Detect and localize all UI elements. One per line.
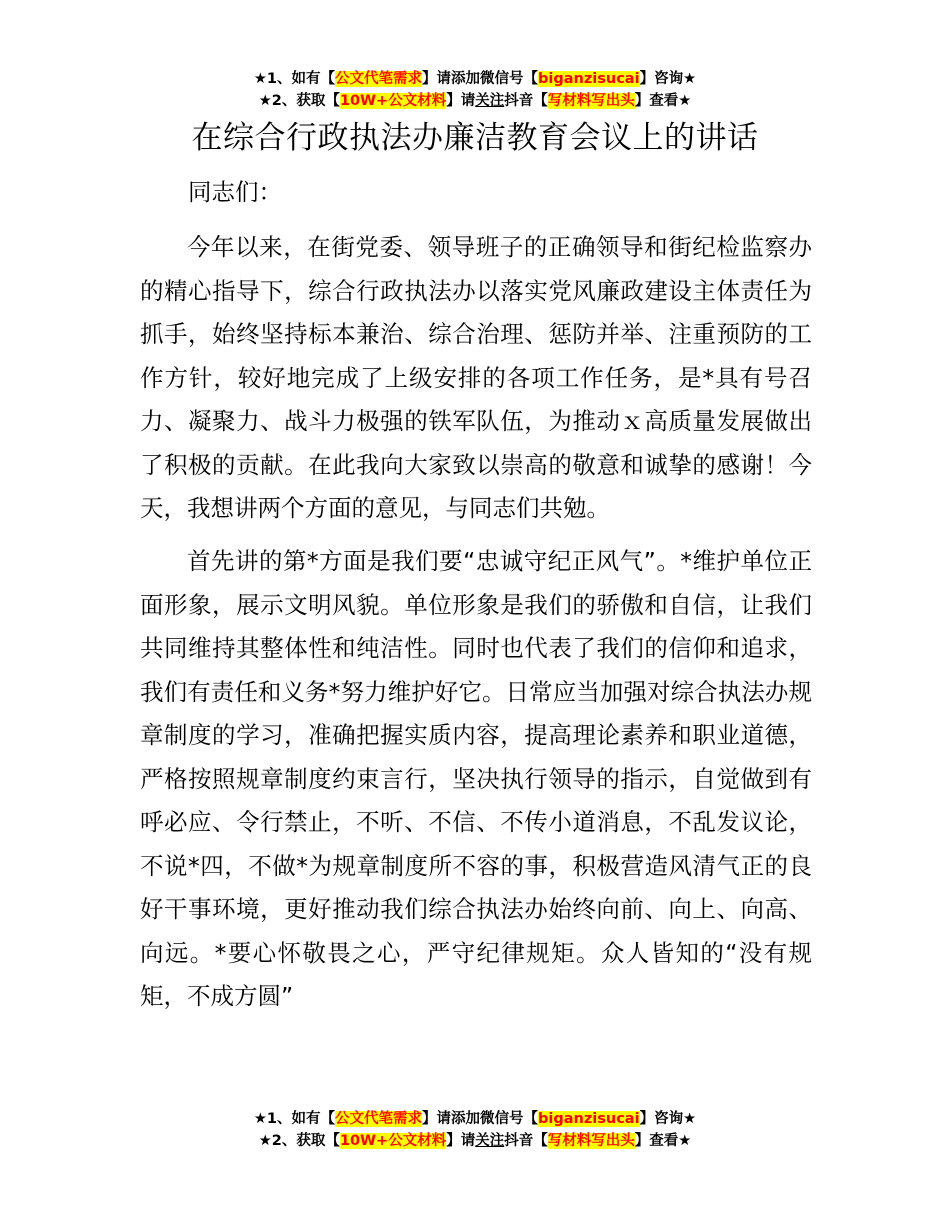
banner-text: 】请添加微信号【 <box>422 71 539 87</box>
body-paragraph-1 <box>140 226 812 531</box>
banner-highlight: 写材料写出头 <box>547 1133 635 1149</box>
banner-highlight: 公文代笔需求 <box>335 1111 423 1127</box>
banner-line-1 <box>0 68 950 90</box>
banner-underlined-text: 关注 <box>475 1133 505 1149</box>
banner-text: ★1、如有【 <box>253 1111 336 1127</box>
banner-text: 】咨询★ <box>639 1111 697 1127</box>
paragraph-text: 今年以来，在街党委、领导班子的正确领导和街纪检监察办的精心指导下，综合行政执法办以落实党风廉政建设主体责任为抓手，始终坚持标本兼治、综合治理、惩防并举、注重预防的工作方针，较好地完成了上级安排的各项工作任务，是*具有号召力、凝聚力、战斗力极强的铁军队伍，为推动ｘ高质量发展做出了积极的贡献。在此我向大家致以崇高的敬意和诚挚的感谢！今天，我想讲两个方面的意见，与同志们共勉。 <box>140 233 812 522</box>
banner-highlight: 10W+公文材料 <box>339 93 447 109</box>
banner-highlight: biganzisucai <box>538 71 640 87</box>
banner-line-1 <box>0 1108 950 1130</box>
banner-text: ★2、获取【 <box>258 1133 340 1149</box>
banner-text: ★1、如有【 <box>253 71 336 87</box>
header-banner <box>0 68 950 112</box>
body-paragraph-2 <box>140 540 812 1019</box>
banner-highlight: 10W+公文材料 <box>339 1133 447 1149</box>
banner-highlight: 写材料写出头 <box>547 93 635 109</box>
document-title: 在综合行政执法办廉洁教育会议上的讲话 <box>191 120 759 156</box>
banner-text: 】请添加微信号【 <box>422 1111 539 1127</box>
banner-text: 】查看★ <box>634 93 692 109</box>
greeting: 同志们： <box>188 178 282 206</box>
footer-banner <box>0 1108 950 1152</box>
banner-underlined-text: 关注 <box>475 93 505 109</box>
banner-highlight: 公文代笔需求 <box>335 71 423 87</box>
banner-text: 】请 <box>446 93 476 109</box>
banner-text: 】请 <box>446 1133 476 1149</box>
banner-text: 】查看★ <box>634 1133 692 1149</box>
banner-text: 】咨询★ <box>639 71 697 87</box>
banner-line-2 <box>0 90 950 112</box>
banner-line-2 <box>0 1130 950 1152</box>
banner-highlight: biganzisucai <box>538 1111 640 1127</box>
banner-text: 抖音【 <box>504 1133 548 1149</box>
paragraph-text: 首先讲的第*方面是我们要“忠诚守纪正风气”。*维护单位正面形象，展示文明风貌。单位形象是我们的骄傲和自信，让我们共同维持其整体性和纯洁性。同时也代表了我们的信仰和追求，我们有责任和义务*努力维护好它。日常应当加强对综合执法办规章制度的学习，准确把握实质内容，提高理论素养和职业道德，严格按照规章制度约束言行，坚决执行领导的指示，自觉做到有呼必应、令行禁止，不听、不信、不传小道消息，不乱发议论，不说*四，不做*为规章制度所不容的事，积极营造风清气正的良好干事环境，更好推动我们综合执法办始终向前、向上、向高、向远。*要心怀敬畏之心，严守纪律规矩。众人皆知的“没有规矩，不成方圆” <box>140 547 812 1010</box>
banner-text: 抖音【 <box>504 93 548 109</box>
banner-text: ★2、获取【 <box>258 93 340 109</box>
